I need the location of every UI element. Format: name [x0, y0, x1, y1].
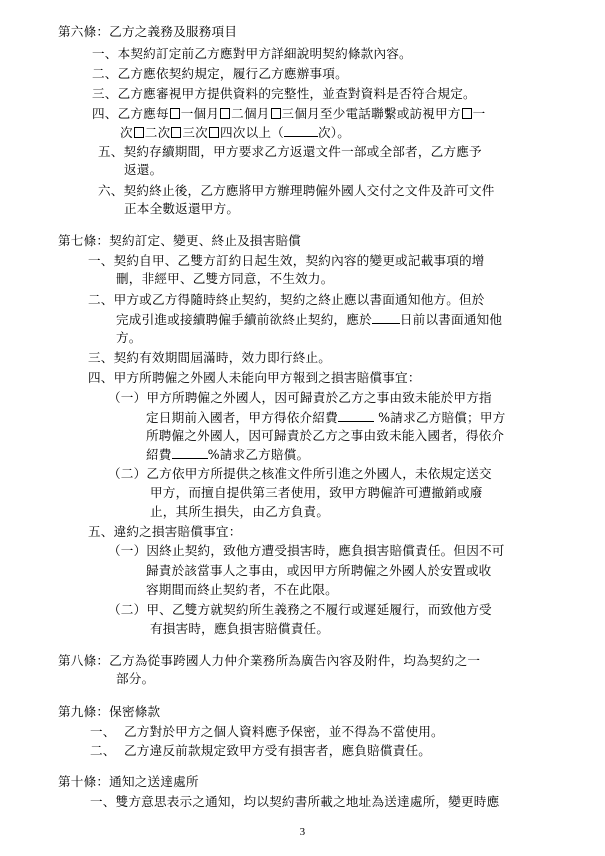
- checkbox[interactable]: [220, 108, 230, 119]
- article-7-item-5: 五、違約之損害賠償事宜：: [88, 524, 242, 539]
- article-8-text: 第八條：乙方為從事跨國人力仲介業務所為廣告內容及附件，均為契約之一: [58, 653, 481, 668]
- article-9-item-1: 一、 乙方對於甲方之個人資料應予保密，並不得為不當使用。: [90, 724, 444, 739]
- article-6-item-6: 六、契約終止後，乙方應將甲方辦理聘僱外國人交付之文件及許可文件: [98, 183, 495, 198]
- page-number: 3: [299, 826, 306, 838]
- article-6-item-3: 三、乙方應審視甲方提供資料的完整性，並查對資料是否符合規定。: [92, 86, 476, 101]
- article-7-item-3: 三、契約有效期間屆滿時，效力即行終止。: [88, 350, 332, 365]
- checkbox[interactable]: [171, 127, 181, 138]
- article-6-title: 第六條：乙方之義務及服務項目: [58, 24, 238, 39]
- article-7-item-5-sub-2: （二）甲、乙雙方就契約所生義務之不履行或遲延履行，而致他方受: [108, 602, 492, 617]
- article-10-title: 第十條：通知之送達處所: [58, 774, 199, 789]
- blank-field[interactable]: [338, 409, 374, 422]
- checkbox[interactable]: [462, 108, 472, 119]
- article-6-item-5-cont: 返還。: [124, 162, 163, 177]
- article-7-item-4-sub-1: （一）甲方所聘僱之外國人，因可歸責於乙方之事由致未能於甲方指: [108, 390, 492, 405]
- article-7-item-4-sub-2: （二）乙方依甲方所提供之核准文件所引進之外國人，未依規定送交: [108, 466, 492, 481]
- article-7-item-1-cont: 刪，非經甲、乙雙方同意，不生效力。: [116, 271, 334, 286]
- article-7-item-5-sub-1: （一）因終止契約，致他方遭受損害時，應負損害賠償責任。但因不可: [108, 543, 505, 558]
- article-7-item-4-sub-1-cont2: 所聘僱之外國人，因可歸責於乙方之事由致未能入國者，得依介: [146, 428, 505, 443]
- checkbox[interactable]: [134, 127, 144, 138]
- article-6-item-5: 五、契約存續期間，甲方要求乙方返還文件一部或全部者，乙方應予: [98, 144, 482, 159]
- checkbox[interactable]: [271, 108, 281, 119]
- article-6-item-1: 一、本契約訂定前乙方應對甲方詳細說明契約條款內容。: [92, 46, 412, 61]
- article-9-title: 第九條：保密條款: [58, 704, 161, 719]
- article-7-item-4-sub-1-cont3: 紹費 %請求乙方賠償。: [146, 447, 310, 462]
- article-10-item-1: 一、雙方意思表示之通知，均以契約書所載之地址為送達處所，變更時應: [90, 794, 500, 809]
- blank-field[interactable]: [172, 446, 208, 459]
- checkbox[interactable]: [209, 127, 219, 138]
- article-9-item-2: 二、 乙方違反前款規定致甲方受有損害者，應負賠償責任。: [90, 743, 432, 758]
- article-6-item-4-cont: 次 二次 三次 四次以上（ 次）。: [120, 125, 351, 140]
- checkbox[interactable]: [170, 108, 180, 119]
- article-8-text-cont: 部分。: [116, 671, 155, 686]
- article-7-item-1: 一、契約自甲、乙雙方訂約日起生效，契約內容的變更或記載事項的增: [88, 253, 485, 268]
- article-7-item-4: 四、甲方所聘僱之外國人未能向甲方報到之損害賠償事宜：: [88, 370, 421, 385]
- article-7-item-4-sub-2-cont2: 止，其所生損失，由乙方負責。: [150, 504, 330, 519]
- article-7-item-4-sub-1-cont: 定日期前入國者，甲方得依介紹費 %請求乙方賠償；甲方: [146, 410, 506, 425]
- blank-field[interactable]: [284, 124, 318, 137]
- article-7-item-2-cont2: 方。: [116, 330, 142, 345]
- article-7-item-5-sub-1-cont2: 容期間而終止契約者，不在此限。: [146, 582, 338, 597]
- article-7-title: 第七條：契約訂定、變更、終止及損害賠償: [58, 233, 302, 248]
- article-6-item-6-cont: 正本全數返還甲方。: [124, 201, 240, 216]
- blank-field[interactable]: [372, 311, 400, 324]
- article-6-item-4: 四、乙方應每 一個月 二個月 三個月至少電話聯繫或訪視甲方 一: [92, 106, 486, 121]
- article-6-item-2: 二、乙方應依契約規定，履行乙方應辦事項。: [92, 66, 348, 81]
- article-7-item-2-cont: 完成引進或接續聘僱手續前欲終止契約，應於 日前以書面通知他: [116, 312, 503, 327]
- article-7-item-5-sub-2-cont: 有損害時，應負損害賠償責任。: [150, 621, 330, 636]
- article-7-item-5-sub-1-cont: 歸責於該當事人之事由，或因甲方所聘僱之外國人於安置或收: [146, 563, 492, 578]
- article-7-item-2: 二、甲方或乙方得隨時終止契約，契約之終止應以書面通知他方。但於: [88, 292, 485, 307]
- article-7-item-4-sub-2-cont: 甲方，而擅自提供第三者使用，致甲方聘僱許可遭撤銷或廢: [150, 485, 483, 500]
